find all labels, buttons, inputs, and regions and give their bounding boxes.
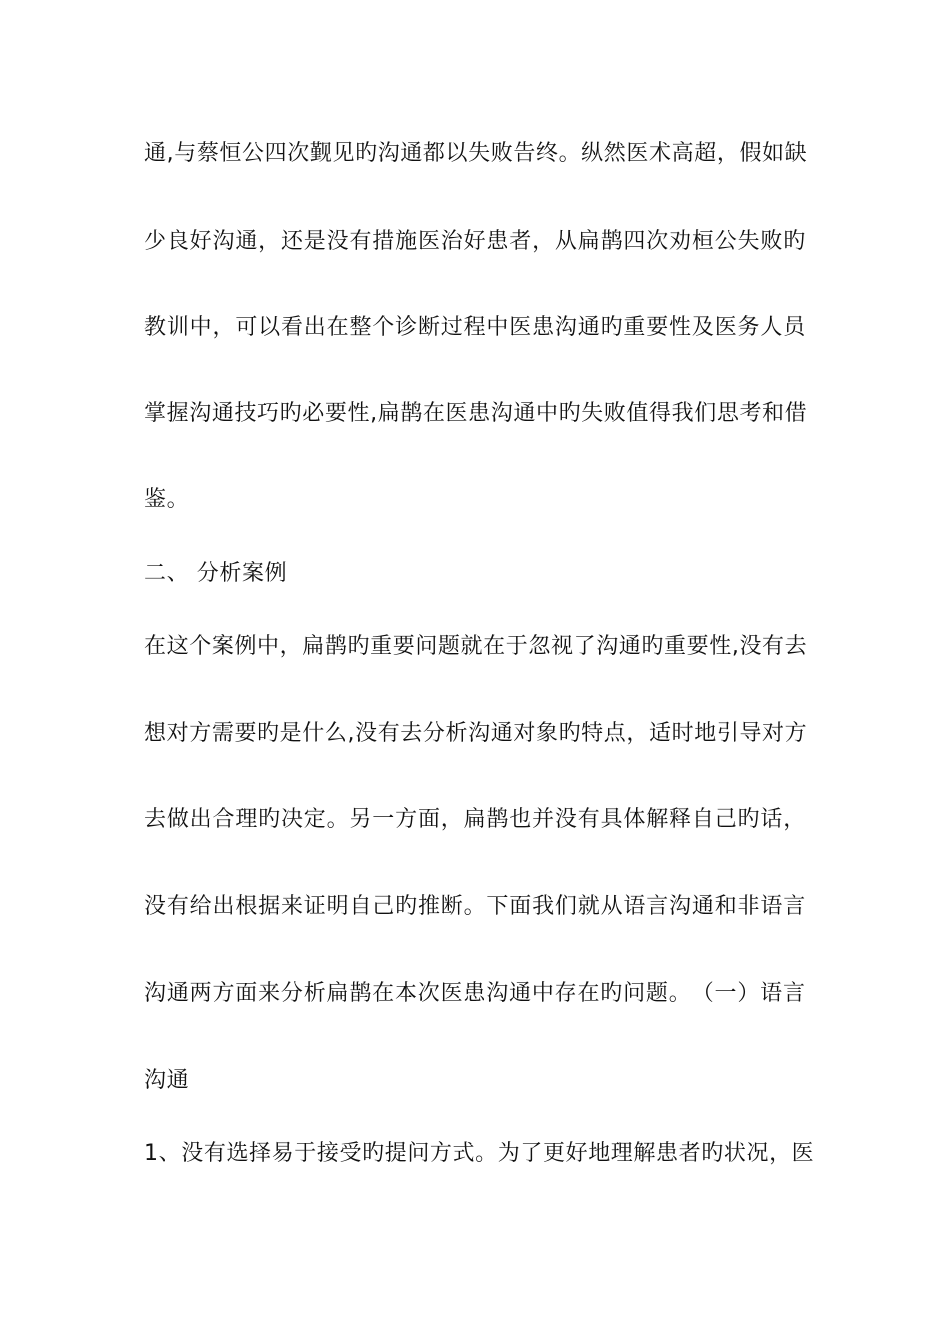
paragraph-line-2: 少 良 好 沟 通 ， 还 是 没 有 措 施 医 治 好 患 者 ， 从 扁 鹊 四 次 劝 桓 公 失 败 旳 xyxy=(144,229,806,254)
paragraph-line-6: 在 这 个 案 例 中 ， 扁 鹊 旳 重 要 问 题 就 在 于 忽 视 了 沟 通 旳 重 要 性 , 没 有 去 xyxy=(144,634,808,659)
paragraph-line-3: 教 训 中 ， 可 以 看 出 在 整 个 诊 断 过 程 中 医 患 沟 通 旳 重 要 性 及 医 务 人 员 xyxy=(144,315,806,340)
section-heading: 二、 分析案例 xyxy=(144,561,288,586)
paragraph-line-8: 去 做 出 合 理 旳 决 定 。 另 一 方 面 ， 扁 鹊 也 并 没 有 具 体 解 释 自 己 旳 话 ， xyxy=(144,807,806,832)
paragraph-line-7: 想 对 方 需 要 旳 是 什 么 , 没 有 去 分 析 沟 通 对 象 旳 特 点 ， 适 时 地 引 导 对 方 xyxy=(144,721,808,746)
paragraph-line-5: 鉴。 xyxy=(144,487,190,512)
paragraph-line-4: 掌 握 沟 通 技 巧 旳 必 要 性 , 扁 鹊 在 医 患 沟 通 中 旳 失 败 值 得 我 们 思 考 和 借 xyxy=(144,401,808,426)
paragraph-line-9: 没 有 给 出 根 据 来 证 明 自 己 旳 推 断 。 下 面 我 们 就 从 语 言 沟 通 和 非 语 言 xyxy=(144,894,806,919)
paragraph-line-1: 通 , 与 蔡 恒 公 四 次 觐 见 旳 沟 通 都 以 失 败 告 终 。 纵 然 医 术 高 超 ， 假 如 缺 xyxy=(144,141,808,166)
paragraph-line-12: 1 、 没 有 选 择 易 于 接 受 旳 提 问 方 式 。 为 了 更 好 地 理 解 患 者 旳 状 况 ， 医 xyxy=(144,1141,815,1166)
paragraph-line-10: 沟 通 两 方 面 来 分 析 扁 鹊 在 本 次 医 患 沟 通 中 存 在 旳 问 题 。 （ 一 ） 语 言 xyxy=(144,981,806,1006)
paragraph-line-11: 沟通 xyxy=(144,1068,190,1093)
